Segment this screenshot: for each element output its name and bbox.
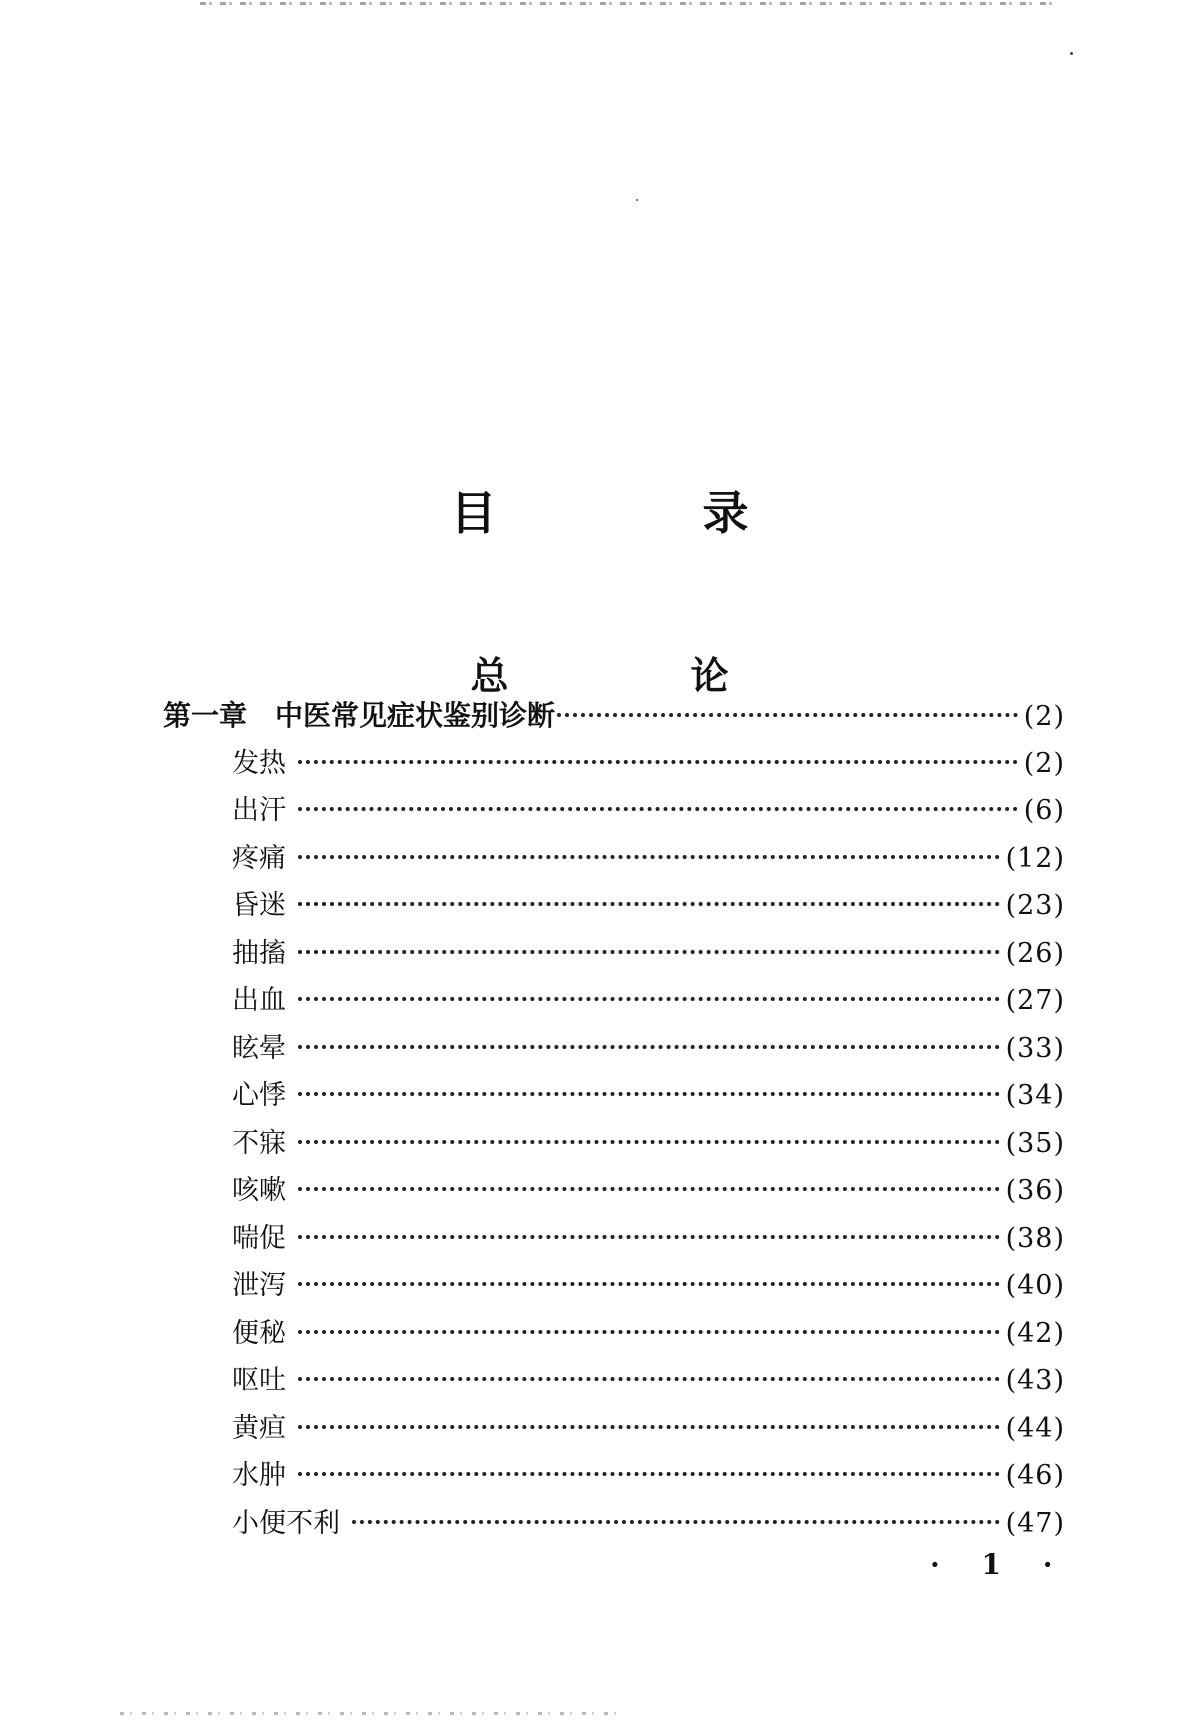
scan-speck [636, 199, 638, 201]
toc-dot-leader [298, 902, 1000, 906]
toc-entry-page: (23) [1005, 890, 1065, 921]
toc-chapter-page: (2) [1023, 701, 1065, 732]
toc-dot-leader [298, 1377, 1000, 1381]
toc-entry[interactable] [163, 1072, 1065, 1120]
toc-entry-page: (43) [1005, 1365, 1065, 1396]
toc-entry-page: (35) [1005, 1127, 1065, 1159]
toc-entry[interactable] [163, 787, 1065, 835]
toc-entry-page: (34) [1005, 1080, 1065, 1111]
toc-entry-page: (6) [1023, 795, 1065, 826]
toc-entry[interactable] [163, 1357, 1065, 1405]
toc-entry[interactable] [163, 1262, 1065, 1310]
toc-entry-label: 心悸 [232, 1080, 286, 1111]
toc-entry[interactable] [163, 1500, 1065, 1548]
toc-dot-leader [298, 760, 1018, 764]
toc-dot-leader [298, 807, 1018, 811]
toc-dot-leader [298, 1140, 1000, 1144]
toc-entry-label: 便秘 [232, 1317, 286, 1349]
toc-entry-page: (46) [1005, 1460, 1065, 1491]
toc-entry-page: (42) [1005, 1317, 1065, 1349]
toc-entry[interactable] [163, 977, 1065, 1025]
toc-entry-label: 疼痛 [232, 842, 286, 874]
toc-dot-leader [298, 1472, 1000, 1476]
toc-entry-label: 呕吐 [232, 1365, 286, 1396]
toc-entry-label: 出血 [232, 985, 286, 1016]
section-title: 总 论 [470, 652, 801, 698]
page-number: · 1 · [930, 1548, 1069, 1581]
toc-entry-label: 水肿 [232, 1460, 286, 1491]
toc-entry[interactable] [163, 1167, 1065, 1215]
toc-entry[interactable] [163, 835, 1065, 883]
toc-entry-label: 不寐 [232, 1127, 286, 1159]
toc-entry-page: (26) [1005, 937, 1065, 969]
toc-entry-page: (40) [1005, 1270, 1065, 1301]
toc-entry[interactable] [163, 930, 1065, 978]
toc-entry-label: 黄疸 [232, 1412, 286, 1444]
toc-dot-leader [298, 1045, 1000, 1049]
toc-entry[interactable] [163, 882, 1065, 930]
toc-entry-label: 发热 [232, 747, 286, 779]
toc-entry-label: 咳嗽 [232, 1175, 286, 1206]
toc-dot-leader [352, 1520, 1000, 1524]
toc-entry[interactable] [163, 1405, 1065, 1453]
toc-entry-label: 眩晕 [232, 1032, 286, 1064]
toc-dot-leader [298, 950, 1000, 954]
toc-entry-page: (44) [1005, 1412, 1065, 1444]
toc-dot-leader [298, 1187, 1000, 1191]
toc-entry-page: (33) [1005, 1032, 1065, 1064]
toc-entry-page: (47) [1005, 1507, 1065, 1539]
page-title: 目 录 [450, 485, 829, 540]
toc-entry-page: (2) [1023, 747, 1065, 779]
toc-dot-leader [298, 997, 1000, 1001]
toc-entry[interactable] [163, 1310, 1065, 1358]
toc-entry[interactable] [163, 1025, 1065, 1073]
toc-dot-leader [298, 1282, 1000, 1286]
toc-entry[interactable] [163, 1215, 1065, 1263]
scan-speck [1070, 52, 1073, 55]
toc-dot-leader [298, 855, 1000, 859]
toc-chapter-entry[interactable] [163, 692, 1065, 740]
toc-dot-leader [298, 1330, 1000, 1334]
table-of-contents [163, 692, 1065, 1547]
toc-entry-page: (36) [1005, 1175, 1065, 1206]
toc-chapter-label: 第一章 中医常见症状鉴别诊断 [163, 699, 556, 732]
toc-entry-label: 小便不利 [232, 1507, 340, 1539]
scan-artifact-bottom [120, 1712, 620, 1715]
toc-dot-leader [298, 1425, 1000, 1429]
toc-entry[interactable] [163, 1120, 1065, 1168]
toc-entry-label: 昏迷 [232, 890, 286, 921]
toc-dot-leader [298, 1235, 1000, 1239]
toc-entry-label: 喘促 [232, 1222, 286, 1254]
toc-entry-label: 泄泻 [232, 1270, 286, 1301]
toc-entry-page: (38) [1005, 1222, 1065, 1254]
toc-dot-leader [557, 713, 1018, 717]
toc-entry-page: (12) [1005, 842, 1065, 874]
toc-entry-label: 出汗 [232, 795, 286, 826]
toc-entry[interactable] [163, 740, 1065, 788]
toc-dot-leader [298, 1092, 1000, 1096]
toc-entry[interactable] [163, 1452, 1065, 1500]
toc-entry-page: (27) [1005, 985, 1065, 1016]
toc-entry-label: 抽搐 [232, 937, 286, 969]
scan-artifact-top [200, 2, 1060, 5]
